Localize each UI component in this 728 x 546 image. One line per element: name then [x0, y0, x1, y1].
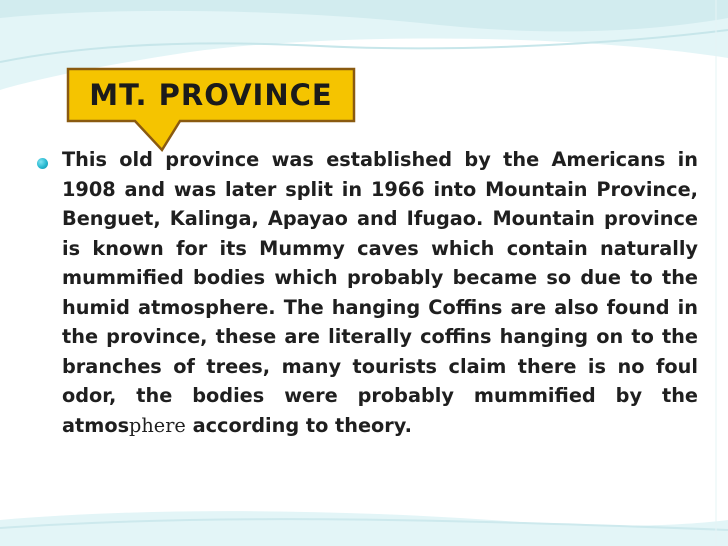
body-text-serif-fragment: phere	[129, 413, 186, 437]
body-paragraph	[62, 145, 698, 440]
page-title: MT. PROVINCE	[89, 78, 333, 112]
body-text-end: according to theory.	[185, 413, 412, 437]
round-bullet-icon	[37, 158, 48, 169]
body-text-main: This old province was established by the Americans in 1908 and was later split in 1966 into Mountain Province, Benguet, Kalinga, Apayao and Ifugao. Mountain province is known for its Mummy caves which contain naturally mummified bodies which probably became so due to the humid atmosphere. The hanging Coffins are also found in the province, these are literally coffins hanging on to the branches of trees, many tourists claim there is no foul odor, the bodies were probably mummified by the atmos	[62, 148, 698, 437]
